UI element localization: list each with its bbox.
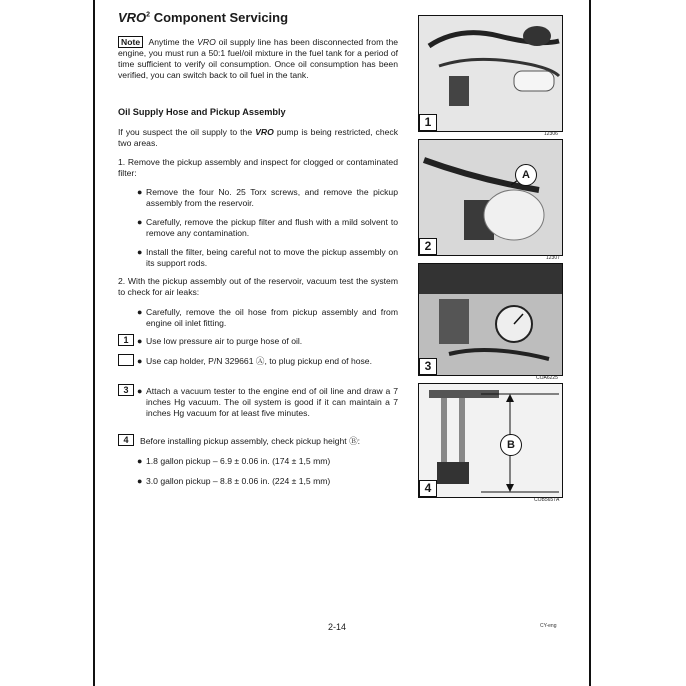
figure-2-illustration — [419, 140, 562, 255]
figure-1-number: 1 — [419, 114, 437, 131]
bullet-text: Attach a vacuum tester to the engine end of oil line and draw a 7 inches Hg vacuum. The oil system is good if it can maintain a 7 inches Hg vacuum for at least five minutes. — [146, 386, 398, 418]
figure-4-code: COB5657A — [534, 497, 560, 503]
bullet-text: Use cap holder, P/N 329661 Ⓐ, to plug pickup end of hose. — [146, 356, 372, 366]
bullet-text: Carefully, remove the oil hose from pickup assembly and from engine oil inlet fitting. — [146, 307, 398, 328]
bullet-text: Remove the four No. 25 Torx screws, and remove the pickup assembly from the reservoir. — [146, 187, 398, 208]
step-number-box: 1 — [118, 334, 134, 346]
intro-text-vro: VRO — [255, 127, 274, 137]
figure-1-code: 12306 — [544, 131, 558, 137]
step-number-box — [118, 354, 134, 366]
figure-2-callout: A — [515, 164, 537, 186]
bullet-item: ● Attach a vacuum tester to the engine end of oil line and draw a 7 inches Hg vacuum. The oil system is good if it can maintain a 7 inches Hg vacuum for at least five minutes. — [137, 386, 398, 418]
figure-4-illustration — [419, 384, 562, 497]
bullet-text: Carefully, remove the pickup filter and flush with a mild solvent to remove any contamination. — [146, 217, 398, 238]
figure-4-photo — [418, 383, 563, 498]
note-text-2: oil supply line has been disconnected from the engine, you must run a 50:1 fuel/oil mixture in the fuel tank for a period of time sufficient to verify oil consumption. Once oil consumption has been verified, you can switch back to oil fuel in the tank. — [118, 37, 399, 80]
figure-2-photo — [418, 139, 563, 256]
note-tag: Note — [118, 36, 143, 48]
figure-2-number: 2 — [419, 238, 437, 255]
footer-code: CY-eng — [540, 623, 557, 629]
step-4-text: Before installing pickup assembly, check pickup height Ⓑ: — [140, 436, 361, 446]
page-right-border — [589, 0, 591, 686]
figure-4-number: 4 — [419, 480, 437, 497]
bullet-item: ● 1.8 gallon pickup – 6.9 ± 0.06 in. (174 ± 1,5 mm) — [137, 456, 331, 466]
step-1-text: 1. Remove the pickup assembly and inspect for clogged or contaminated filter: — [118, 157, 398, 178]
step-number-box: 3 — [118, 384, 134, 396]
page-number: 2-14 — [328, 622, 347, 632]
intro-text-2: pump is being restricted, check two areas. — [118, 127, 398, 148]
bullet-text: Install the filter, being careful not to move the pickup assembly on its support rods. — [146, 247, 398, 268]
intro-text-1: If you suspect the oil supply to the — [118, 127, 256, 137]
intro-paragraph — [118, 127, 398, 149]
figure-2-code: 12307 — [546, 255, 560, 261]
note-text-1: Anytime the — [146, 37, 198, 47]
bullet-text: 1.8 gallon pickup – 6.9 ± 0.06 in. (174 ± 1,5 mm) — [146, 456, 331, 466]
bullet-item: ● Remove the four No. 25 Torx screws, and remove the pickup assembly from the reservoir. — [137, 187, 398, 208]
title-brand: VRO — [118, 10, 147, 25]
bullet-item: ● 3.0 gallon pickup – 8.8 ± 0.06 in. (224 ± 1,5 mm) — [137, 476, 331, 486]
figure-1-illustration — [419, 16, 562, 131]
bullet-item: ● Carefully, remove the oil hose from pickup assembly and from engine oil inlet fitting. — [137, 307, 398, 328]
page-left-border — [93, 0, 95, 686]
figure-3-number: 3 — [419, 358, 437, 375]
bullet-item: ● Use low pressure air to purge hose of oil. — [137, 336, 303, 346]
section-heading: Oil Supply Hose and Pickup Assembly — [118, 107, 286, 117]
bullet-item: ● Install the filter, being careful not to move the pickup assembly on its support rods. — [137, 247, 398, 268]
bullet-text: Use low pressure air to purge hose of oil. — [146, 336, 303, 346]
figure-3-photo — [418, 263, 563, 376]
figure-3-illustration — [419, 264, 562, 375]
note-text-vro: VRO — [197, 37, 216, 47]
note-paragraph — [118, 36, 398, 81]
bullet-item: ● Use cap holder, P/N 329661 Ⓐ, to plug pickup end of hose. — [137, 356, 372, 366]
bullet-text: 3.0 gallon pickup – 8.8 ± 0.06 in. (224 ± 1,5 mm) — [146, 476, 331, 486]
step-2-text: 2. With the pickup assembly out of the reservoir, vacuum test the system to check for air leaks: — [118, 276, 398, 297]
figure-4-callout: B — [500, 434, 522, 456]
title-superscript: 2 — [146, 11, 151, 19]
figure-1-photo — [418, 15, 563, 132]
title-text: Component Servicing — [150, 10, 289, 25]
page-title — [118, 10, 288, 25]
figure-3-code: COA6225 — [536, 375, 558, 381]
step-number-box: 4 — [118, 434, 134, 446]
bullet-item: ● Carefully, remove the pickup filter and flush with a mild solvent to remove any contamination. — [137, 217, 398, 238]
